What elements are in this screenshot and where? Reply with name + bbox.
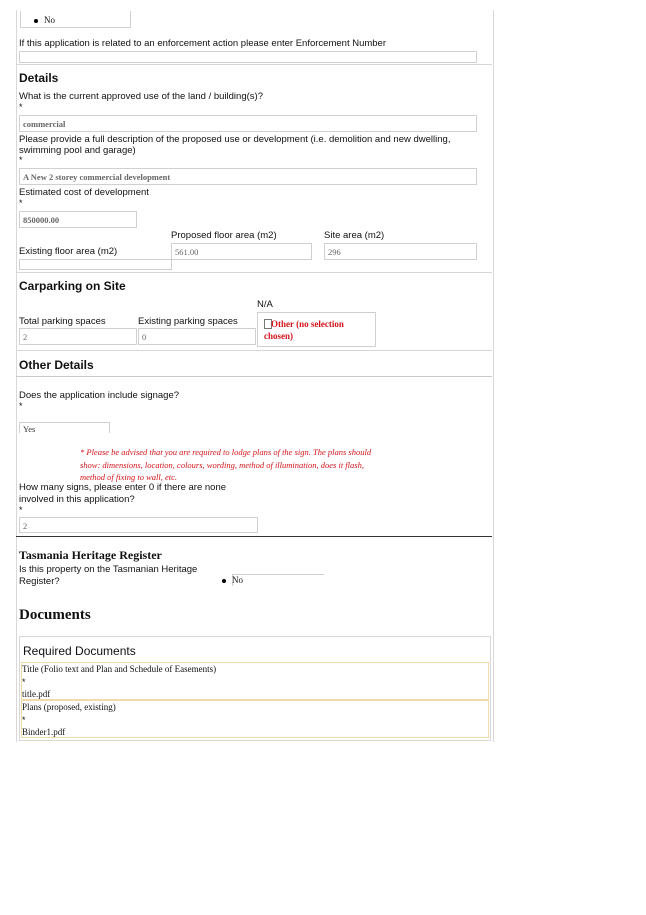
total-parking-input[interactable] [19,328,137,345]
enforcement-number-input[interactable] [19,51,477,63]
document-title: Title (Folio text and Plan and Schedule of Easements) [22,664,217,674]
signage-notice [80,446,371,484]
previous-answer-value: No [44,15,55,25]
other-option-line2: chosen) [264,331,293,341]
signage-notice-line3: method of fixing to wall, etc. [80,472,178,482]
description-label-line1: Please provide a full description of the proposed use or development (i.e. demolition and new dwelling, [19,134,451,145]
existing-parking-input[interactable] [138,328,256,345]
signage-label: Does the application include signage? [19,390,180,401]
signs-count-label-line2: involved in this application? [19,494,135,505]
approved-use-input[interactable] [19,115,477,132]
other-option-line1: Other (no selection [271,319,344,329]
heritage-answer-option[interactable] [222,575,243,585]
required-mark: * [22,715,26,725]
section-divider [16,536,492,537]
proposed-floor-label: Proposed floor area (m2) [171,230,277,241]
document-file-link[interactable]: Binder1.pdf [22,727,66,737]
existing-parking-value: 0 [142,332,147,342]
description-value: A New 2 storey commercial development [23,172,171,182]
heritage-question-line2: Register? [19,576,60,587]
na-option-box[interactable] [257,312,376,347]
heritage-question-line1: Is this property on the Tasmanian Heritage [19,564,198,575]
signage-notice-line1: * Please be advised that you are required to lodge plans of the sign. The plans should [80,447,372,457]
heritage-answer-box [232,574,324,586]
existing-floor-input[interactable] [19,259,172,270]
document-file-link[interactable]: title.pdf [22,689,51,699]
site-area-value: 296 [328,247,341,257]
divider [16,272,492,273]
na-label: N/A [257,299,273,310]
required-mark: * [19,198,23,208]
approved-use-value: commercial [23,119,66,129]
divider [16,376,492,377]
proposed-floor-value: 561.00 [175,247,199,257]
required-mark: * [19,505,23,515]
cost-value: 850000.00 [23,215,60,225]
description-label-line2: swimming pool and garage) [19,145,136,156]
divider [16,350,492,351]
heritage-answer-value: No [232,575,243,585]
required-mark: * [19,102,23,112]
existing-parking-label: Existing parking spaces [138,316,238,327]
site-area-input[interactable] [324,243,477,260]
document-title: Plans (proposed, existing) [22,702,116,712]
existing-floor-label: Existing floor area (m2) [19,246,118,257]
heritage-heading: Tasmania Heritage Register [19,548,162,562]
total-parking-label: Total parking spaces [19,316,106,327]
required-documents-title: Required Documents [23,644,136,658]
signs-count-input[interactable] [19,517,258,533]
enforcement-label: If this application is related to an enforcement action please enter Enforcement Number [19,38,387,49]
divider [16,64,492,65]
other-details-heading: Other Details [19,358,94,372]
signs-count-label-line1: How many signs, please enter 0 if there are none [19,482,227,493]
carparking-heading: Carparking on Site [19,279,126,293]
site-area-label: Site area (m2) [324,230,385,241]
required-mark: * [19,155,23,165]
documents-heading: Documents [19,607,91,623]
signage-value: Yes [23,424,36,434]
signs-count-value: 2 [23,521,28,531]
required-mark: * [19,401,23,411]
approved-use-label: What is the current approved use of the land / building(s)? [19,91,263,102]
previous-answer-option[interactable] [34,15,55,25]
details-heading: Details [19,71,59,85]
cost-label: Estimated cost of development [19,187,149,198]
required-mark: * [22,677,26,687]
total-parking-value: 2 [23,332,28,342]
signage-notice-line2: show: dimensions, location, colours, wording, method of illumination, does it flash, [80,459,364,470]
